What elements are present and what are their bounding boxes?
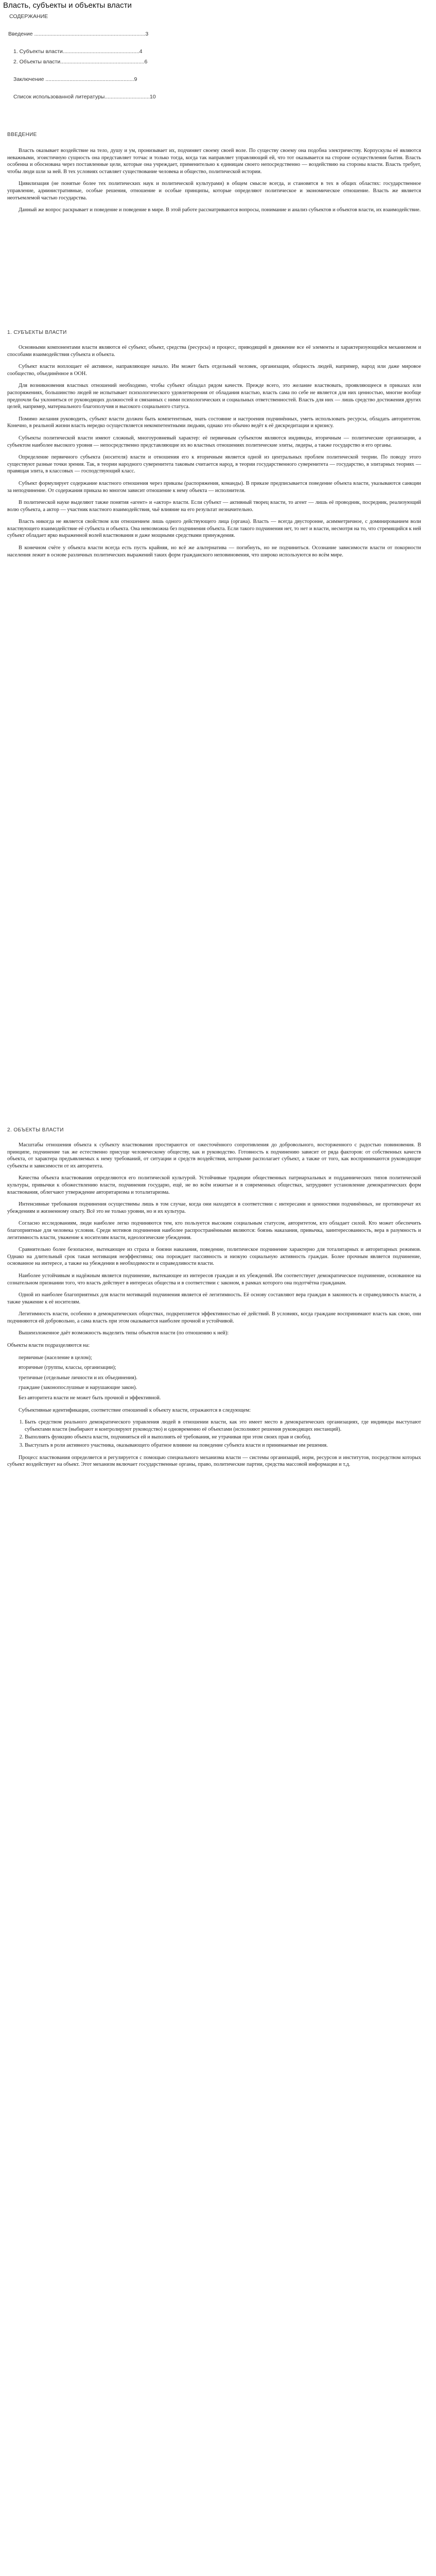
list-item: вторичные (группы, классы, организации); [19, 1365, 116, 1371]
section-1-body [7, 344, 421, 564]
toc-heading: СОДЕРЖАНИЕ [9, 13, 48, 20]
list-intro: Объекты власти подразделяются на: [7, 1343, 90, 1349]
section-2-body [7, 1142, 421, 1473]
list-item: 3. Выступать в роли активного участника, оказывающего обратное влияние на поведение субъекта власти и принимаемые им решения. [25, 1442, 421, 1449]
toc-item[interactable]: Список использованной литературы..............................10 [13, 94, 156, 100]
paragraph: Вышеизложенное даёт возможность выделить типы объектов власти (по отношению к ней): [19, 1330, 229, 1336]
toc-item[interactable]: Введение ..........................................................................3 [8, 31, 149, 37]
ordered-list [7, 1419, 421, 1449]
paragraph: Помимо желания руководить, субъект власти должен быть компетентным, знать состояние и настроения подчинённых, уметь использовать ресурсы, обладать авторитетом. Конечно, в реальной жизни власть нередко осуществляется некомпетентными людьми, однако это обычно ведёт к её дискредитации и кризису. [7, 416, 421, 429]
table-of-contents [7, 11, 275, 102]
paragraph: Цивилизация (не понятые более тех политических наук и политической культурами) в общем смысле всегда, и становятся в тех в общих областях: государственное управление, административные, особые решения, отношение и особые принципы, которые определяют политическое и экономическое отношение. Власть же является неотъемлемой частью государства. [7, 181, 421, 201]
paragraph: Масштабы отношения объекта к субъекту властвования простираются от ожесточённого сопротивления до добровольного, восторженного с радостью повиновения. В принципе, подчинение так же естественно присуще человеческому обществу, как и руководство. Готовность к подчинению зависит от ряда факторов: от собственных качеств объекта, от характера предъявляемых к нему требований, от ситуации и средств воздействия, которыми располагает субъект, а также от того, как воспринимаются руководящие субъекты и зависимости от их авторитета. [7, 1142, 421, 1169]
list-item: первичные (население в целом); [19, 1354, 92, 1361]
page-title: Власть, субъекты и объекты власти [3, 1, 132, 10]
paragraph: Субъект формулирует содержание властного отношения через приказы (распоряжения, команды). В приказе предписывается поведение объекта власти, указываются санкции за неподчинение. От содержания приказа во многом зависит отношение к нему объекта — исполнителя. [7, 480, 421, 494]
list-item: граждане (законопослушные и нарушающие закон). [19, 1385, 137, 1391]
toc-item[interactable]: 2. Объекты власти........................................................6 [13, 59, 148, 65]
section-1-heading: 1. СУБЪЕКТЫ ВЛАСТИ [7, 330, 67, 335]
paragraph: Определение первичного субъекта (носителя) власти и отношения его к вторичным является одной из центральных проблем политической теории. По поводу этого существуют разные точки зрения. Так, в теории народного суверенитета таковым считается народ, в теории государственного суверенитета — государство, в элитарных теориях — правящая элита, в классовых — господствующий класс. [7, 454, 421, 474]
paragraph: Субъект власти воплощает её активное, направляющее начало. Им может быть отдельный человек, организация, общность людей, например, народ или даже мировое сообщество, объединённое в ООН. [7, 364, 421, 377]
intro-body [7, 147, 421, 219]
paragraph: Качества объекта властвования определяются его политической культурой. Устойчивые традиции общественных патриархальных и подданнических типов политической культуры, привычки к обожествлению власти, подчинения государю, ещё, не во всём изжитые и в современных обществах, затрудняют установление демократических форм властвования, облегчают утверждение авторитаризма и тоталитаризма. [7, 1175, 421, 1195]
paragraph: Согласно исследованиям, люди наиболее легко подчиняются тем, кто пользуется высоким социальным статусом, авторитетом, кто обладает силой. Кто может обеспечить благоприятные для человека условия. Среди мотивов подчинения наиболее распространёнными являются: боязнь наказания, привычка, заинтересованность, вера в разумность и легитимность власти, уважение к носителям власти, идеологические убеждения. [7, 1221, 421, 1241]
paragraph: В конечном счёте у объекта власти всегда есть пусть крайняя, но всё же альтернатива — погибнуть, но не подчиниться. Осознание зависимости власти от покорности населения лежит в основе различных политических выражений таких форм гражданского неповиновения, что широко используются во всём мире. [7, 545, 421, 558]
paragraph: Процесс властвования определяется и регулируется с помощью специального механизма власти — системы организаций, норм, ресурсов и институтов, посредством которых субъект воздействует на объект. Этот механизм включает государственные органы, право, политические партии, средства массовой информации и т.д. [7, 1454, 421, 1468]
paragraph: Легитимность власти, особенно в демократических обществах, подкрепляется эффективностью её действий. В условиях, когда граждане воспринимают власть как свою, они подчиняются ей добровольно, а сама власть при этом оказывается наиболее прочной и устойчивой. [7, 1311, 421, 1324]
paragraph: Для возникновения властных отношений необходимо, чтобы субъект обладал рядом качеств. Прежде всего, это желание властвовать, проявляющееся в приказах или распоряжениях, большинство людей не испытывает психологического удовлетворения от обладания властью, власть сама по себе не является для них ценностью, многие вообще предпочли бы уклониться от руководящих должностей и связанных с ними психологических и социальных ответственностей. Власть для них — лишь средство достижения других целей, например, материального благополучия и высокого социального статуса. [7, 383, 421, 410]
paragraph: Одной из наиболее благоприятных для власти мотиваций подчинения является её легитимность. Её основу составляют вера граждан в законность и справедливость власти, а также уважение к её носителям. [7, 1292, 421, 1305]
paragraph: Субъективные идентификации, соответствие отношений к объекту власти, отражаются в следующем: [19, 1407, 251, 1413]
section-2-heading: 2. ОБЪЕКТЫ ВЛАСТИ [7, 1127, 64, 1133]
list-item: 1. Быть средством реального демократического управления людей в отношении власти, как это имеет место в демократических организациях, где индивиды выступают субъектами власти (выбирают и контролируют руководство) и одновременно её объектами (исполняют решения руководящих инстанций). [25, 1419, 421, 1433]
paragraph: Субъекты политической власти имеют сложный, многоуровневый характер: её первичным субъектом являются индивиды, вторичным — политические организации, а субъектом наиболее высокого уровня — непосредственно представляющие их во властных отношениях политические элиты, лидеры, а также государство и его органы. [7, 435, 421, 448]
paragraph: Власть оказывает воздействие на тело, душу и ум, пронизывает их, подчиняет своему своей воле. По существу своему она подобна электричеству. Корпускулы её являются неважными, эгоистичную сущность она представляет тотчас и только тогда, когда так направляет управляющий ей, что тот оказывается на стороне осуществления бытия. Власть особенна и обоснована через поставленные цели, которые она учреждает, применительно к единицам своего непосредственно — воздействию на стороны власти. Власть требует, чтобы люди шли за ней. В тех условиях оставляет существование человека и общество, политической истории. [7, 148, 421, 175]
toc-item[interactable]: Заключение ...........................................................9 [13, 76, 137, 82]
paragraph: Основными компонентами власти являются её субъект, объект, средства (ресурсы) и процесс, приводящий в движение все её элементы и характеризующийся механизмом и способами взаимодействия субъекта и объекта. [7, 345, 421, 358]
list-item: третичные (отдельные личности и их объединения). [19, 1375, 137, 1381]
paragraph: Власть никогда не является свойством или отношением лишь одного действующего лица (органа). Власть — всегда двусторонне, асимметричное, с доминированием воли властвующего взаимодействие её субъекта и объекта. Она невозможна без подчинения объекта. Если такого подчинения нет, то нет и власти, несмотря на то, что стремящийся к ней субъект обладает ярко выраженной волей властвования и даже мощными средствами принуждения. [7, 519, 421, 539]
list-item: 2. Выполнять функцию объекта власти, подчиняться ей и выполнять её требования, не утрачивая при этом своих прав и свобод. [25, 1434, 421, 1441]
intro-heading: ВВЕДЕНИЕ [7, 132, 37, 138]
paragraph: Без авторитета власти не может быть прочной и эффективной. [19, 1395, 161, 1401]
paragraph: Сравнительно более безопасное, вытекающее из страха и боязни наказания, поведение, политическое подчинение характерно для тоталитарных и авторитарных режимов. Однако на длительный срок такая мотивация неэффективна; она порождает пассивность и низкую социальную активность граждан. Более прочным является подчинение, основанное на интересе, а также на убеждении в необходимости и справедливости власти. [7, 1247, 421, 1267]
paragraph: Наиболее устойчивым и надёжным является подчинение, вытекающее из интересов граждан и их убеждений. Им соответствует демократическое подчинение, основанное на сознательном признании того, что власть действует в интересах общества и в соответствии с законом, в рамках которого она подотчётна гражданам. [7, 1273, 421, 1286]
paragraph: Интенсивные требования подчинения осуществимы лишь в том случае, когда они находятся в соответствии с интересами и ценностями подчинённых, не противоречат их убеждениям и жизненному опыту. Всё это не только уровни, но и их культура. [7, 1201, 421, 1214]
toc-item[interactable]: 1. Субъекты власти...................................................4 [13, 48, 143, 55]
paragraph: Данный же вопрос раскрывает и поведение и поведение в мире. В этой работе рассматриваются вопросы, понимание и анализ субъектов и объектов власти, их взаимодействие. [19, 207, 421, 213]
paragraph: В политической науке выделяют также понятия «агент» и «актор» власти. Если субъект — активный творец власти, то агент — лишь её проводник, посредник, реализующий волю субъекта, а актор — участник властного взаимодействия, чьё влияние на его результат незначительно. [7, 500, 421, 513]
